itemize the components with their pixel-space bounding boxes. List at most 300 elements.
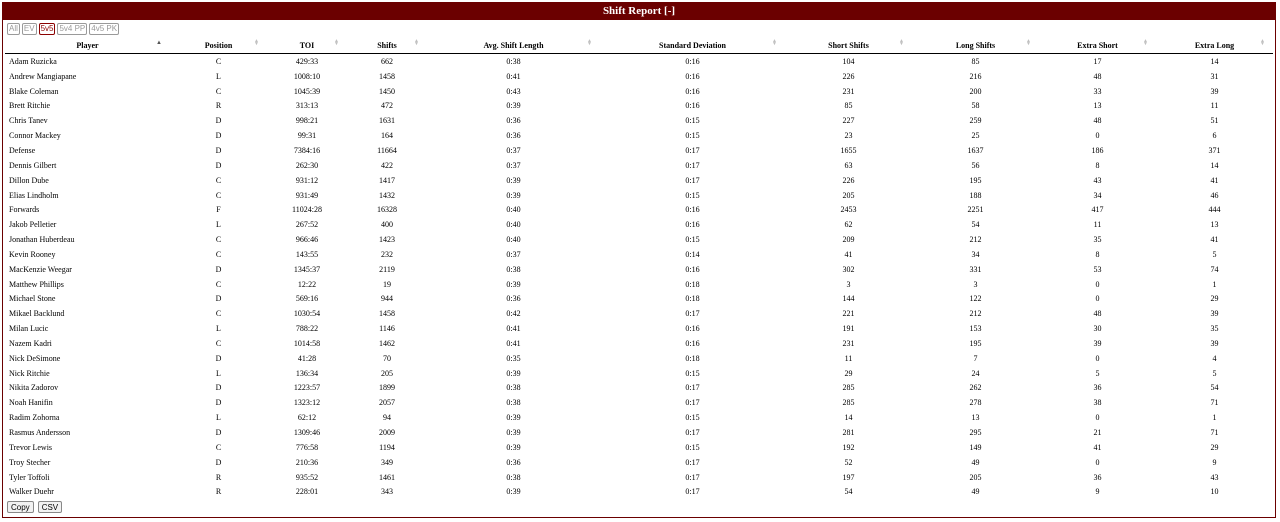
stat-cell: 0:40 [506,220,521,230]
stat-cell: 5 [1212,249,1217,259]
stat-cell: 14 [1210,160,1219,170]
copy-button[interactable]: Copy [7,501,34,513]
stat-cell: 231 [842,338,855,348]
stat-cell: C [215,309,222,319]
stat-cell: 74 [1210,264,1219,274]
stat-cell: 0:15 [685,131,700,141]
stat-cell: 0:17 [685,487,700,497]
stat-cell: 313:13 [295,101,319,111]
stat-cell: 197 [842,472,855,482]
player-name-cell: Chris Tanev [9,116,48,126]
table-row [5,247,1273,262]
player-name-cell: Kevin Rooney [9,249,56,259]
stat-cell: 7384:16 [293,145,321,155]
stat-cell: 569:16 [295,294,319,304]
stat-cell: 11 [844,353,853,363]
stat-cell: 472 [381,101,393,111]
stat-cell: 0:42 [506,309,521,319]
stat-cell: 5 [1095,368,1100,378]
stat-cell: 259 [969,116,982,126]
stat-cell: 931:49 [295,190,319,200]
stat-cell: C [215,279,222,289]
sort-icon[interactable]: ▲▼ [254,39,259,45]
stat-cell: 200 [969,86,982,96]
stat-cell: 0:37 [506,145,521,155]
stat-cell: 232 [381,249,393,259]
stat-cell: 1461 [379,472,395,482]
stat-cell: 48 [1093,71,1102,81]
table-row [5,54,1273,69]
stat-cell: 0:36 [506,131,521,141]
stat-cell: 0:15 [685,116,700,126]
player-name-cell: MacKenzie Weegar [9,264,72,274]
stat-cell: D [215,116,222,126]
player-name-cell: Rasmus Andersson [9,428,71,438]
stat-cell: 0:15 [685,190,700,200]
stat-cell: 143:55 [295,249,319,259]
player-name-cell: Milan Lucic [9,324,49,334]
stat-cell: 0:16 [685,338,700,348]
stat-cell: 19 [383,279,391,289]
stat-cell: 295 [969,428,982,438]
stat-cell: 0:36 [506,116,521,126]
stat-cell: 0:39 [506,413,521,423]
stat-cell: 285 [842,398,855,408]
stat-cell: 0:36 [506,457,521,467]
stat-cell: 0:39 [506,279,521,289]
stat-cell: 1899 [379,383,395,393]
column-header-toi[interactable] [267,37,347,54]
stat-cell: D [215,353,222,363]
stat-cell: 48 [1093,116,1102,126]
stat-cell: C [215,338,222,348]
stat-cell: 56 [971,160,980,170]
stat-cell: 33 [1093,86,1102,96]
table-row [5,84,1273,99]
stat-cell: 10 [1210,487,1219,497]
stat-cell: D [215,145,222,155]
sort-icon[interactable]: ▲▼ [1143,39,1148,45]
stat-cell: C [215,249,222,259]
table-row [5,440,1273,455]
stat-cell: L [216,324,221,334]
stat-cell: 0:39 [506,487,521,497]
stat-cell: 46 [1210,190,1219,200]
table-row [5,366,1273,381]
stat-cell: 285 [842,383,855,393]
stat-cell: 0:36 [506,294,521,304]
stat-cell: 35 [1093,235,1102,245]
stat-cell: 2453 [840,205,857,215]
stat-cell: 8 [1095,249,1100,259]
stat-cell: 262:30 [295,160,319,170]
stat-cell: 4 [1212,353,1217,363]
player-name-cell: Jonathan Huberdeau [9,235,75,245]
stat-cell: 35 [1210,324,1219,334]
column-label: Shifts [377,40,397,50]
stat-cell: 14 [844,413,853,423]
table-row [5,470,1273,485]
stat-cell: L [216,413,221,423]
stat-cell: 0:15 [685,235,700,245]
column-header-position[interactable] [170,37,267,54]
stat-cell: 0:41 [506,338,521,348]
filter-4v5-pk[interactable]: 4v5 PK [91,24,118,33]
stat-cell: 0:40 [506,205,521,215]
table-row [5,425,1273,440]
stat-cell: 191 [842,324,855,334]
stat-cell: L [216,368,221,378]
column-header-extra-long[interactable] [1156,37,1273,54]
filter-all[interactable]: All [9,24,18,33]
sort-icon[interactable]: ▲▼ [587,39,592,45]
stat-cell: C [215,442,222,452]
stat-cell: 343 [381,487,393,497]
stat-cell: 429:33 [295,56,319,66]
stat-cell: 85 [844,101,853,111]
stat-cell: C [215,235,222,245]
player-name-cell: Mikael Backlund [9,309,65,319]
stat-cell: 54 [844,487,853,497]
stat-cell: 39 [1093,338,1102,348]
stat-cell: C [215,56,222,66]
sort-icon[interactable]: ▲▼ [414,39,419,45]
stat-cell: 0:17 [685,472,700,482]
stat-cell: 122 [969,294,982,304]
stat-cell: 30 [1093,324,1102,334]
column-header-avg-shift-length[interactable] [427,37,600,54]
stat-cell: 0:16 [685,220,700,230]
table-row [5,69,1273,84]
stat-cell: 41 [1093,442,1102,452]
stat-cell: 8 [1095,160,1100,170]
stat-cell: 186 [1091,145,1104,155]
stat-cell: 1223:57 [293,383,321,393]
stat-cell: 0:17 [685,175,700,185]
stat-cell: 195 [969,175,982,185]
stat-cell: 1450 [379,86,395,96]
stat-cell: 12:22 [297,279,317,289]
stat-cell: 94 [383,413,391,423]
stat-cell: C [215,190,222,200]
stat-cell: 195 [969,338,982,348]
stat-cell: 49 [971,487,980,497]
stat-cell: 188 [969,190,982,200]
stat-cell: 0:37 [506,249,521,259]
stat-cell: 41 [844,249,853,259]
stat-cell: 331 [969,264,982,274]
stat-cell: 0 [1095,294,1100,304]
stat-cell: 29 [844,368,853,378]
stat-cell: 9 [1095,487,1100,497]
column-header-standard-deviation[interactable] [600,37,785,54]
player-name-cell: Radim Zohorna [9,413,60,423]
stat-cell: 0:38 [506,264,521,274]
table-row [5,128,1273,143]
stat-cell: 144 [842,294,855,304]
stat-cell: 0 [1095,279,1100,289]
player-name-cell: Dillon Dube [9,175,49,185]
stat-cell: 54 [971,220,980,230]
stat-cell: D [215,457,222,467]
stat-cell: 349 [381,457,393,467]
table-row [5,262,1273,277]
sort-icon[interactable]: ▲▼ [1260,39,1265,45]
table-row [5,232,1273,247]
stat-cell: 0 [1095,353,1100,363]
situation-filter-bar [7,23,119,36]
stat-cell: 0:14 [685,249,700,259]
stat-cell: 1194 [379,442,395,452]
table-row [5,306,1273,321]
column-label: Player [76,40,99,50]
stat-cell: 0:15 [685,442,700,452]
stat-cell: 0:17 [685,383,700,393]
stat-cell: C [215,175,222,185]
stat-cell: 1030:54 [293,309,321,319]
stat-cell: 0:16 [685,264,700,274]
stat-cell: 1309:46 [293,428,321,438]
column-header-extra-short[interactable] [1039,37,1156,54]
stat-cell: L [216,220,221,230]
stat-cell: 1655 [840,145,857,155]
table-row [5,351,1273,366]
stat-cell: 262 [969,383,982,393]
table-row [5,455,1273,470]
player-name-cell: Blake Coleman [9,86,59,96]
column-label: Position [204,40,233,50]
stat-cell: 1631 [379,116,395,126]
stat-cell: 0:37 [506,160,521,170]
sort-icon[interactable]: ▲▼ [334,39,339,45]
stat-cell: 13 [1093,101,1102,111]
shift-report-table [5,37,1273,499]
player-name-cell: Troy Stecher [9,457,51,467]
stat-cell: 153 [969,324,982,334]
table-row [5,217,1273,232]
stat-cell: 62:12 [297,413,317,423]
stat-cell: F [216,205,221,215]
stat-cell: L [216,71,221,81]
stat-cell: 1014:58 [293,338,321,348]
stat-cell: 34 [971,249,980,259]
player-name-cell: Brett Ritchie [9,101,51,111]
table-row [5,321,1273,336]
panel-title[interactable]: Shift Report [-] [3,3,1275,20]
stat-cell: 0:39 [506,175,521,185]
sort-ascending-icon[interactable]: ▲ [156,40,162,46]
stat-cell: 0:35 [506,353,521,363]
sort-icon[interactable]: ▲▼ [1026,39,1031,45]
stat-cell: 39 [1210,86,1219,96]
stat-cell: 0:41 [506,324,521,334]
player-name-cell: Nick DeSimone [9,353,61,363]
csv-button[interactable]: CSV [38,501,62,513]
stat-cell: 0:16 [685,205,700,215]
stat-cell: 2251 [967,205,984,215]
stat-cell: 0:15 [685,413,700,423]
column-label: Avg. Shift Length [483,40,544,50]
stat-cell: 11024:28 [292,205,322,215]
column-header-short-shifts[interactable] [785,37,912,54]
stat-cell: 11 [1093,220,1102,230]
filter-ev[interactable]: EV [23,24,35,33]
export-controls [7,501,62,513]
stat-cell: D [215,383,222,393]
stat-cell: 0:17 [685,457,700,467]
stat-cell: 1008:10 [293,71,321,81]
stat-cell: 210:36 [295,457,319,467]
sort-icon[interactable]: ▲▼ [772,39,777,45]
stat-cell: 935:52 [295,472,319,482]
stat-cell: R [215,487,222,497]
column-header-shifts[interactable] [347,37,427,54]
filter-5v5[interactable]: 5v5 [40,24,54,33]
column-header-long-shifts[interactable] [912,37,1039,54]
stat-cell: 444 [1208,205,1221,215]
stat-cell: 71 [1210,428,1219,438]
stat-cell: 1323:12 [293,398,321,408]
column-header-player[interactable] [5,37,170,54]
table-row [5,113,1273,128]
table-body [5,54,1273,500]
stat-cell: 267:52 [295,220,319,230]
stat-cell: 136:34 [295,368,319,378]
stat-cell: 0:18 [685,353,700,363]
table-row [5,336,1273,351]
stat-cell: 49 [971,457,980,467]
stat-cell: 788:22 [295,324,319,334]
player-name-cell: Noah Hanifin [9,398,53,408]
player-name-cell: Nazem Kadri [9,338,52,348]
table-row [5,381,1273,396]
sort-icon[interactable]: ▲▼ [899,39,904,45]
player-name-cell: Elias Lindholm [9,190,59,200]
stat-cell: 0:17 [685,160,700,170]
player-name-cell: Defense [9,145,36,155]
stat-cell: 0:43 [506,86,521,96]
stat-cell: 371 [1208,145,1221,155]
stat-cell: 3 [846,279,851,289]
stat-cell: R [215,101,222,111]
stat-cell: 0:39 [506,428,521,438]
player-name-cell: Matthew Phillips [9,279,64,289]
stat-cell: 38 [1093,398,1102,408]
stat-cell: 226 [842,71,855,81]
stat-cell: 39 [1210,338,1219,348]
stat-cell: 1423 [379,235,395,245]
stat-cell: 99:31 [297,131,317,141]
stat-cell: 0:15 [685,368,700,378]
stat-cell: 0:17 [685,145,700,155]
stat-cell: 0:18 [685,279,700,289]
stat-cell: 0:18 [685,294,700,304]
stat-cell: 1637 [967,145,984,155]
table-row [5,292,1273,307]
stat-cell: 205 [969,472,982,482]
stat-cell: 2057 [379,398,395,408]
stat-cell: 1045:39 [293,86,321,96]
stat-cell: 7 [973,353,978,363]
stat-cell: 1345:37 [293,264,321,274]
stat-cell: 776:58 [295,442,319,452]
stat-cell: 43 [1210,472,1219,482]
stat-cell: 29 [1210,442,1219,452]
stat-cell: 0:38 [506,56,521,66]
stat-cell: 212 [969,235,982,245]
table-row [5,158,1273,173]
stat-cell: 70 [383,353,391,363]
player-name-cell: Tyler Toffoli [9,472,50,482]
player-name-cell: Connor Mackey [9,131,61,141]
stat-cell: 1 [1212,279,1217,289]
player-name-cell: Forwards [9,205,40,215]
stat-cell: 302 [842,264,855,274]
table-row [5,395,1273,410]
table-row [5,143,1273,158]
stat-cell: 0:16 [685,324,700,334]
player-name-cell: Nick Ritchie [9,368,50,378]
stat-cell: 1458 [379,71,395,81]
player-name-cell: Nikita Zadorov [9,383,59,393]
stat-cell: 23 [844,131,853,141]
player-name-cell: Andrew Mangiapane [9,71,77,81]
stat-cell: 62 [844,220,853,230]
stat-cell: 192 [842,442,855,452]
stat-cell: 41 [1210,175,1219,185]
stat-cell: 0 [1095,413,1100,423]
stat-cell: 52 [844,457,853,467]
stat-cell: 966:46 [295,235,319,245]
stat-cell: 226 [842,175,855,185]
stat-cell: 0:39 [506,101,521,111]
stat-cell: 0:17 [685,398,700,408]
stat-cell: 41:28 [297,353,317,363]
stat-cell: R [215,472,222,482]
stat-cell: 417 [1091,205,1104,215]
stat-cell: 1458 [379,309,395,319]
stat-cell: 0:41 [506,71,521,81]
stat-cell: 25 [971,131,980,141]
stat-cell: 48 [1093,309,1102,319]
column-label: Long Shifts [955,40,996,50]
table-header-row [5,37,1273,54]
shift-report-panel [2,2,1276,518]
stat-cell: 36 [1093,383,1102,393]
stat-cell: 54 [1210,383,1219,393]
stat-cell: 41 [1210,235,1219,245]
stat-cell: 43 [1093,175,1102,185]
stat-cell: 0 [1095,131,1100,141]
stat-cell: 0:16 [685,71,700,81]
stat-cell: 11 [1210,101,1219,111]
filter-5v4-pp[interactable]: 5v4 PP [59,24,86,33]
stat-cell: 16328 [377,205,397,215]
stat-cell: 1417 [379,175,395,185]
stat-cell: 0:16 [685,56,700,66]
stat-cell: 221 [842,309,855,319]
stat-cell: 104 [842,56,855,66]
stat-cell: 944 [381,294,393,304]
player-name-cell: Adam Ruzicka [9,56,57,66]
player-name-cell: Jakob Pelletier [9,220,57,230]
stat-cell: 662 [381,56,393,66]
stat-cell: 228:01 [295,487,319,497]
stat-cell: C [215,86,222,96]
stat-cell: 931:12 [295,175,319,185]
player-name-cell: Walker Duehr [9,487,54,497]
stat-cell: 0 [1095,457,1100,467]
